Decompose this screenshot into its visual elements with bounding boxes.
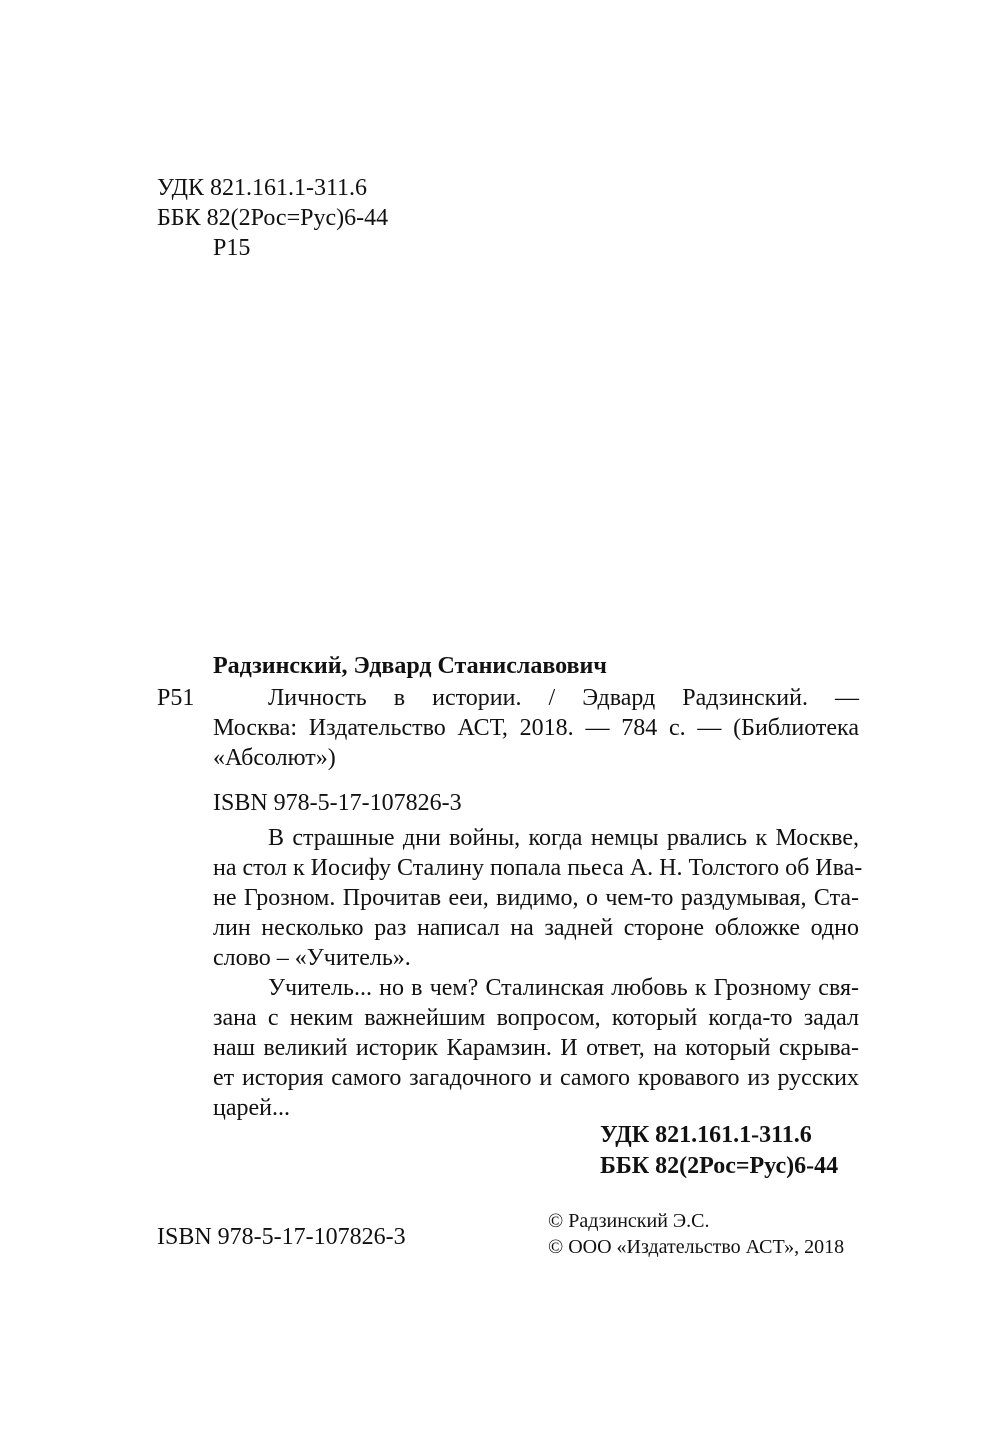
annotation-line: на стол к Иосифу Сталину попала пьеса А. Н. Толстого об Ива- [213,855,863,881]
author-mark: Р15 [213,235,251,261]
footer-isbn: ISBN 978-5-17-107826-3 [157,1224,406,1250]
copyright-author: © Радзинский Э.С. [548,1210,710,1232]
bib-line: Личность в истории. / Эдвард Радзинский. — [268,685,859,711]
annotation-line: В страшные дни войны, когда немцы рвались к Москве, [268,825,859,851]
copyright-publisher: © ООО «Издательство АСТ», 2018 [548,1236,845,1258]
annotation-line: ет история самого загадочного и самого кровавого из русских [213,1065,859,1091]
annotation-line: зана с неким важнейшим вопросом, который когда-то задал [213,1005,859,1031]
annotation-line: царей... [213,1095,290,1121]
annotation-line: Учитель... но в чем? Сталинская любовь к Грозному свя- [268,975,859,1001]
udk-code-bottom: УДК 821.161.1-311.6 [600,1122,812,1148]
bbk-code-top: ББК 82(2Рос=Рус)6-44 [157,205,389,231]
annotation-line: не Грозном. Прочитав ееи, видимо, о чем-то раздумывая, Ста- [213,885,859,911]
bib-line: Москва: Издательство АСТ, 2018. — 784 с. — (Библиотека [213,715,859,741]
bbk-code-bottom: ББК 82(2Рос=Рус)6-44 [600,1153,839,1179]
card-isbn: ISBN 978-5-17-107826-3 [213,790,462,816]
card-mark: Р51 [157,685,195,711]
annotation-line: наш великий историк Карамзин. И ответ, на который скрыва- [213,1035,859,1061]
bib-line: «Абсолют») [213,745,336,771]
card-author: Радзинский, Эдвард Станиславович [213,653,607,679]
udk-code-top: УДК 821.161.1-311.6 [157,175,368,201]
annotation-line: лин несколько раз написал на задней стороне обложке одно [213,915,859,941]
annotation-line: слово – «Учитель». [213,945,411,971]
